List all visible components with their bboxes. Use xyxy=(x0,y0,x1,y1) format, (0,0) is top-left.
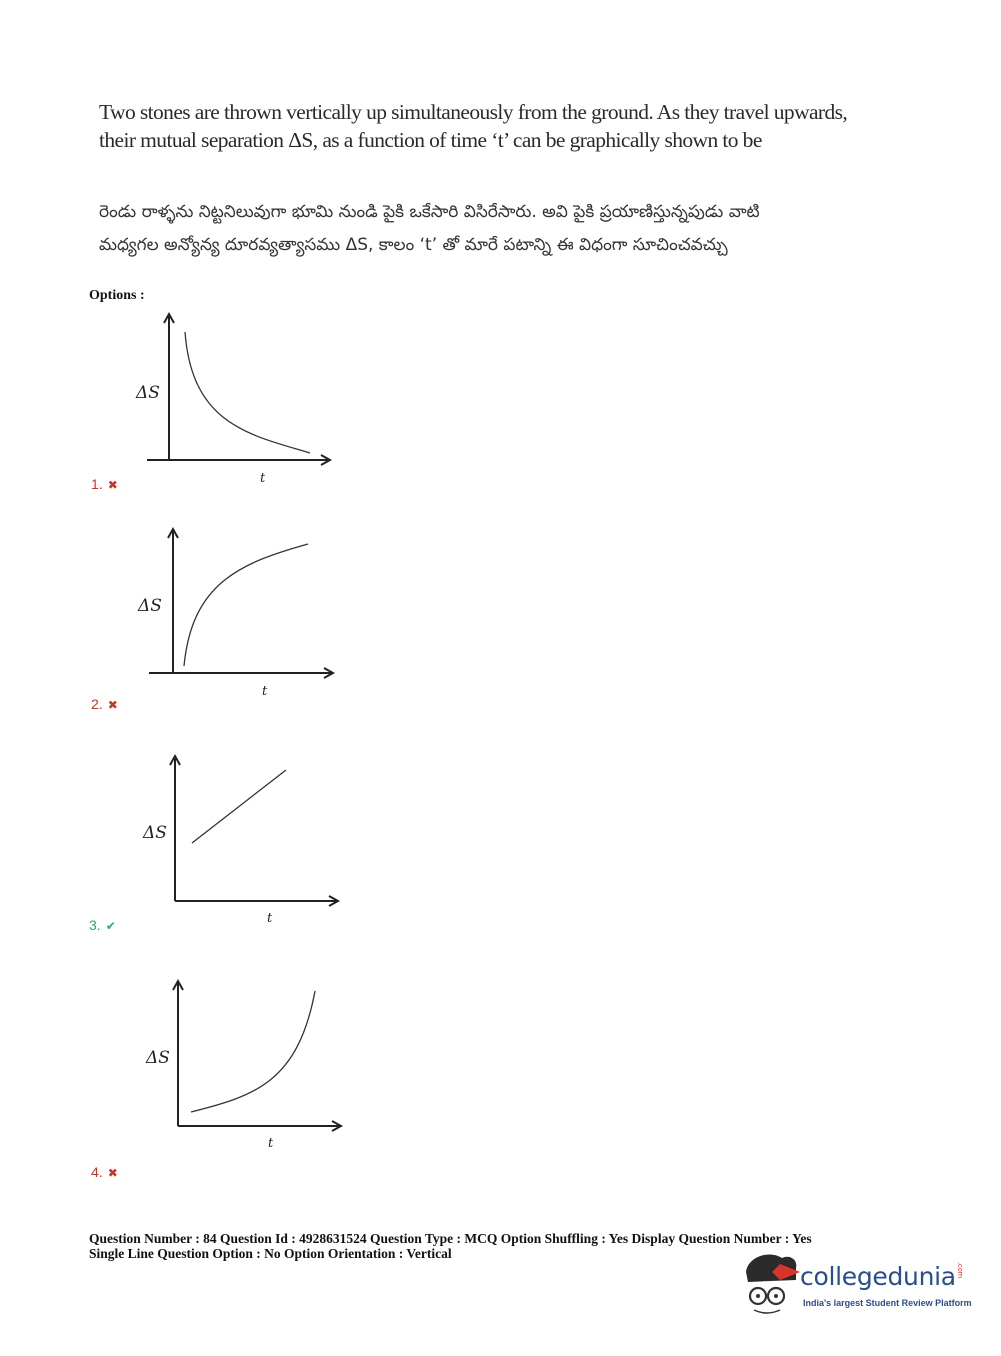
question-english-line2: their mutual separation ΔS, as a function of time ‘t’ can be graphically shown to be xyxy=(99,128,762,152)
metadata-line1: Question Number : 84 Question Id : 4928631524 Question Type : MCQ Option Shuffling : Yes Display Question Number : Yes xyxy=(89,1231,812,1246)
option-number: 4. xyxy=(91,1164,103,1180)
option-number: 2. xyxy=(91,696,103,712)
check-icon: ✔ xyxy=(105,919,116,933)
cross-icon: ✖ xyxy=(107,478,118,492)
ylabel: ΔS xyxy=(138,596,162,616)
collegedunia-logo xyxy=(742,1250,972,1320)
logo-name: collegedunia xyxy=(800,1262,956,1291)
option-1-graph xyxy=(130,310,340,485)
option-2-graph xyxy=(130,523,340,698)
metadata-line2: Single Line Question Option : No Option Orientation : Vertical xyxy=(89,1246,452,1261)
option-3-graph xyxy=(135,750,345,925)
xlabel: t xyxy=(268,1136,274,1151)
ylabel: ΔS xyxy=(143,823,167,843)
question-telugu-line2: మధ్యగల అన్యోన్య దూరవ్యత్యాసము ΔS, కాలం ‘t’ తో మారే పటాన్ని ఈ విధంగా సూచించవచ్చు xyxy=(99,235,728,255)
options-label: Options : xyxy=(89,288,145,303)
option-2[interactable] xyxy=(91,696,118,712)
option-2-curve xyxy=(184,544,308,666)
option-number: 3. xyxy=(89,917,101,933)
xlabel: t xyxy=(267,911,273,926)
question-english xyxy=(99,98,899,154)
option-1[interactable] xyxy=(91,476,118,492)
question-telugu xyxy=(99,196,889,262)
question-english-line1: Two stones are thrown vertically up simultaneously from the ground. As they travel upwards, xyxy=(99,100,848,124)
option-number: 1. xyxy=(91,476,103,492)
option-4-graph xyxy=(140,975,350,1150)
option-1-curve xyxy=(185,332,310,453)
logo-suffix: .com xyxy=(955,1262,964,1278)
cross-icon: ✖ xyxy=(107,698,118,712)
ylabel: ΔS xyxy=(136,383,160,403)
xlabel: t xyxy=(262,684,268,699)
ylabel: ΔS xyxy=(146,1048,170,1068)
option-4-curve xyxy=(191,991,315,1112)
cross-icon: ✖ xyxy=(107,1166,118,1180)
question-telugu-line1: రెండు రాళ్ళను నిట్టనిలువుగా భూమి నుండి పైకి ఒకేసారి విసిరేసారు. అవి పైకి ప్రయాణిస్తున్నపుడు వాటి xyxy=(99,202,760,222)
logo-tagline: India's largest Student Review Platform xyxy=(803,1298,972,1308)
xlabel: t xyxy=(260,471,266,486)
mascot-icon xyxy=(742,1250,802,1320)
option-3-curve xyxy=(192,770,286,843)
option-4[interactable] xyxy=(91,1164,118,1180)
option-3[interactable] xyxy=(89,917,116,933)
